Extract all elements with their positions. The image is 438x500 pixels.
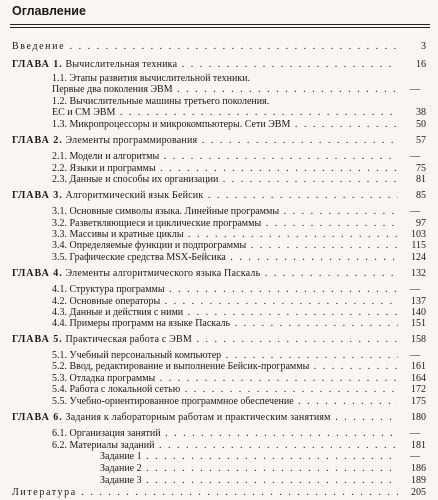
entry-label [52, 229, 398, 240]
entry-text: Вычислительная техника [65, 59, 178, 70]
page-number: 151 [411, 318, 426, 329]
entry-text: 5.5. Учебно-ориентированное программное обеспечение [52, 396, 294, 407]
entry-label [52, 350, 398, 361]
entry-text: Алгоритмический язык Бейсик [65, 190, 204, 201]
page-number: 205 [411, 487, 426, 498]
entry-label [52, 107, 398, 118]
chapter-number: ГЛАВА 5. [12, 334, 63, 345]
page-number: — [410, 428, 420, 439]
entry-label [52, 206, 398, 217]
page-number: — [410, 451, 420, 462]
page-number: 189 [411, 475, 426, 486]
entry-label [52, 284, 398, 295]
entry-text: Задания к лабораторным работам и практическим занятиям [65, 412, 331, 423]
page-number: — [410, 206, 420, 217]
entry-label [52, 307, 398, 318]
entry-text: 1.2. Вычислительные машины третьего поколения. [52, 96, 270, 107]
page-number: — [410, 84, 420, 95]
page-number: — [410, 350, 420, 361]
entry-text: Практическая работа с ЭВМ [65, 334, 192, 345]
chapter-number: ГЛАВА 2. [12, 135, 63, 146]
entry-label [12, 412, 398, 423]
entry-label [100, 463, 398, 474]
page-number: 50 [416, 119, 426, 130]
page-number: 124 [411, 252, 426, 263]
entry-text: Задание 1 [100, 451, 142, 462]
page-number: 81 [416, 174, 426, 185]
entry-label [52, 84, 398, 95]
chapter-number: ГЛАВА 6. [12, 412, 63, 423]
page-number: 3 [421, 41, 426, 52]
entry-label [52, 218, 398, 229]
entry-text: 3.5. Графические средства MSX-Бейсика [52, 252, 226, 263]
chapter-number: ГЛАВА 4. [12, 268, 63, 279]
page-number: 137 [411, 296, 426, 307]
entry-label [52, 318, 398, 329]
chapter-number: ГЛАВА 1. [12, 59, 63, 70]
entry-text: 3.3. Массивы и кратные циклы [52, 229, 184, 240]
page-number: — [410, 151, 420, 162]
entry-label [52, 296, 398, 307]
entry-label [52, 252, 398, 263]
entry-label [52, 396, 398, 407]
entry-text: 3.4. Определяемые функции и подпрограммы [52, 240, 247, 251]
entry-text: 1.1. Этапы развития вычислительной техники. [52, 73, 251, 84]
page-number: 180 [411, 412, 426, 423]
entry-text: 6.1. Организация занятий [52, 428, 161, 439]
entry-label [52, 440, 398, 451]
entry-label [52, 73, 398, 84]
page-number: 75 [416, 163, 426, 174]
page-number: 140 [411, 307, 426, 318]
page-number: 16 [416, 59, 426, 70]
entry-label [100, 451, 398, 462]
entry-text: 2.3. Данные и способы их организации [52, 174, 219, 185]
page-number: 38 [416, 107, 426, 118]
entry-text: Задание 2 [100, 463, 142, 474]
entry-label [52, 373, 398, 384]
page-number: 161 [411, 361, 426, 372]
entry-text: 3.1. Основные символы языка. Линейные программы [52, 206, 280, 217]
entry-text: 5.1. Учебный персональный компьютер [52, 350, 222, 361]
entry-text: 4.3. Данные и действия с ними [52, 307, 184, 318]
entry-text: 2.1. Модели и алгоритмы [52, 151, 160, 162]
entry-label [52, 428, 398, 439]
entry-label [12, 135, 398, 146]
page-number: 132 [411, 268, 426, 279]
entry-text: 3.2. Разветвляющиеся и циклические программы [52, 218, 262, 229]
entry-text: 1.3. Микропроцессоры и микрокомпьютеры. Сети ЭВМ [52, 119, 291, 130]
entry-text: 4.1. Структура программы [52, 284, 165, 295]
entry-text: ЕС и СМ ЭВМ [52, 107, 116, 118]
entry-text: 5.2. Ввод, редактирование и выполнение Бейсик-программы [52, 361, 310, 372]
entry-label [52, 361, 398, 372]
entry-text: 4.2. Основные операторы [52, 296, 161, 307]
entry-text: 6.2. Материалы заданий [52, 440, 155, 451]
page-title: Оглавление [12, 4, 86, 18]
entry-label [52, 240, 398, 251]
page-number: 57 [416, 135, 426, 146]
page-number: 115 [411, 240, 426, 251]
entry-label [52, 163, 398, 174]
page-number: 97 [416, 218, 426, 229]
entry-text: 4.4. Примеры программ на языке Паскаль [52, 318, 231, 329]
entry-label [52, 119, 398, 130]
entry-text: 5.4. Работа с локальной сетью [52, 384, 181, 395]
entry-label [12, 59, 398, 70]
entry-label [52, 151, 398, 162]
entry-label [12, 334, 398, 345]
entry-label [12, 268, 398, 279]
page-number: 85 [416, 190, 426, 201]
page-number: 181 [411, 440, 426, 451]
page-number: 103 [411, 229, 426, 240]
entry-label [12, 41, 398, 52]
page-number: 186 [411, 463, 426, 474]
entry-text: 5.3. Отладка программы [52, 373, 156, 384]
page-number: 164 [411, 373, 426, 384]
page-number: — [410, 284, 420, 295]
entry-label [12, 190, 398, 201]
entry-text: Задание 3 [100, 475, 142, 486]
entry-label [52, 174, 398, 185]
entry-label [100, 475, 398, 486]
entry-text: 2.2. Языки и программы [52, 163, 156, 174]
entry-text: Элементы алгоритмического языка Паскаль [65, 268, 261, 279]
entry-text: Литература [12, 487, 77, 498]
page-number: 158 [411, 334, 426, 345]
page-number: 172 [411, 384, 426, 395]
entry-label [52, 96, 398, 107]
entry-text: Элементы программирования [65, 135, 198, 146]
entry-text: Первые два поколения ЭВМ [52, 84, 173, 95]
entry-label [52, 384, 398, 395]
chapter-number: ГЛАВА 3. [12, 190, 63, 201]
page-number: 175 [411, 396, 426, 407]
entry-text: Введение [12, 41, 66, 52]
entry-label [12, 487, 398, 498]
